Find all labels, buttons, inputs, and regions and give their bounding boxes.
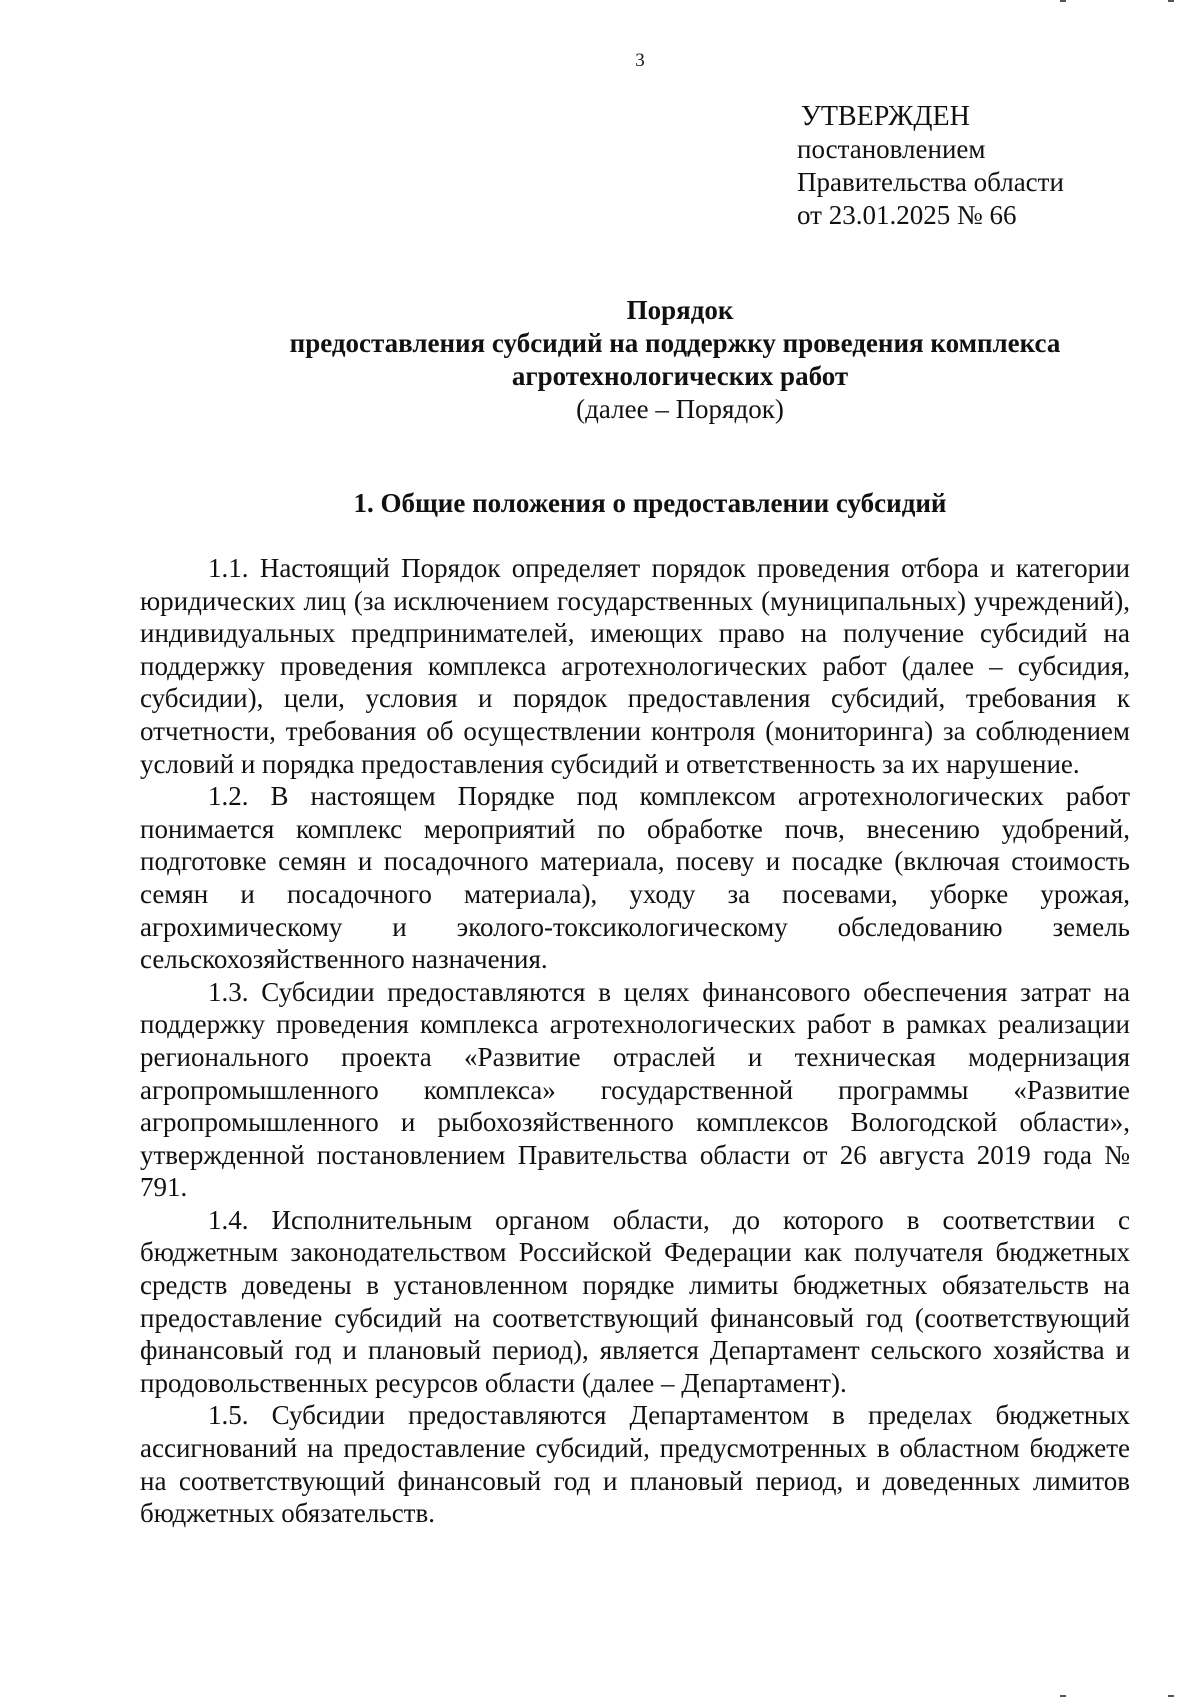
paragraph-1-2: 1.2. В настоящем Порядке под комплексом агротехнологических работ понимается комплекс мероприятий по обработке почв, внесению удобрений, подготовке семян и посадочного материала, посеву и посадке (включая стоимость семян и посадочного материала), уходу за посевами, уборке урожая, агрохимическому и эколого-токсикологическому обследованию земель сельскохозяйственного назначения. (140, 781, 1130, 975)
approval-line-date-number: от 23.01.2025 № 66 (797, 200, 1017, 230)
document-title (180, 294, 1180, 426)
scan-mark (1060, 0, 1066, 2)
paragraph-1-1: 1.1. Настоящий Порядок определяет порядок проведения отбора и категории юридических лиц (за исключением государственных (муниципальных) учреждений), индивидуальных предпринимателей, имеющих право на получение субсидий на поддержку проведения комплекса агротехнологических работ (далее – субсидия, субсидии), цели, условия и порядок предоставления субсидий, требования к отчетности, требования об осуществлении контроля (мониторинга) за соблюдением условий и порядка предоставления субсидий и ответственность за их нарушение. (140, 553, 1130, 779)
paragraph-1-5: 1.5. Субсидии предоставляются Департаментом в пределах бюджетных ассигнований на предоставление субсидий, предусмотренных в областном бюджете на соответствующий финансовый год и плановый период, и доведенных лимитов бюджетных обязательств. (140, 1400, 1130, 1529)
approval-line-government: Правительства области (797, 167, 1064, 197)
title-line-abbreviation: (далее – Порядок) (576, 394, 784, 424)
approval-stamp-block (797, 100, 1064, 232)
approval-line-resolution: постановлением (797, 134, 986, 164)
scan-mark (1168, 0, 1174, 2)
approval-heading: УТВЕРЖДЕН (801, 101, 970, 132)
title-line-subject-cont: агротехнологических работ (511, 361, 849, 391)
section-heading: 1. Общие положения о предоставлении субсидий (353, 488, 947, 518)
section-body (140, 552, 1130, 1530)
paragraph-1-3: 1.3. Субсидии предоставляются в целях финансового обеспечения затрат на поддержку проведения комплекса агротехнологических работ в рамках реализации регионального проекта «Развитие отраслей и техническая модернизация агропромышленного комплекса» государственной программы «Развитие агропромышленного и рыбохозяйственного комплексов Вологодской области», утвержденной постановлением Правительства области от 26 августа 2019 года № 791. (140, 976, 1130, 1203)
title-line-subject: предоставления субсидий на поддержку проведения комплекса (289, 328, 1061, 358)
title-line-order: Порядок (626, 295, 734, 325)
page-number: 3 (635, 50, 645, 71)
paragraph-1-4: 1.4. Исполнительным органом области, до которого в соответствии с бюджетным законодательством Российской Федерации как получателя бюджетных средств доведены в установленном порядке лимиты бюджетных обязательств на предоставление субсидий на соответствующий финансовый год (соответствующий финансовый год и плановый период), является Департамент сельского хозяйства и продовольственных ресурсов области (далее – Департамент). (140, 1204, 1130, 1398)
